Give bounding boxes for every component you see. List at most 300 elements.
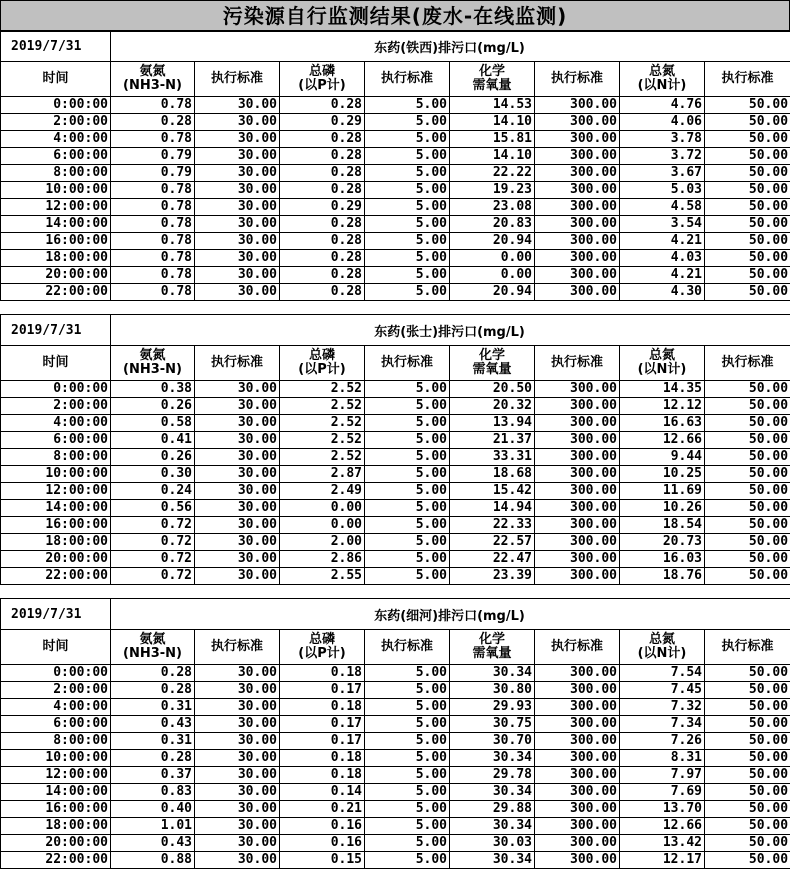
cod-cell: 13.94 <box>450 415 535 432</box>
table-row <box>1 449 790 466</box>
table-row <box>1 97 790 114</box>
cod-cell: 22.22 <box>450 165 535 182</box>
nitrogen-cell: 4.03 <box>620 250 705 267</box>
time-cell: 22:00:00 <box>1 568 111 585</box>
ammonia-cell: 0.43 <box>111 835 195 852</box>
cod-cell: 30.03 <box>450 835 535 852</box>
ammonia-cell: 0.26 <box>111 449 195 466</box>
ammonia-standard-cell: 30.00 <box>195 114 280 131</box>
col-ammonia: 氨氮 (NH3-N) <box>111 630 195 665</box>
cod-standard-cell: 300.00 <box>535 801 620 818</box>
phosphorus-standard-cell: 5.00 <box>365 165 450 182</box>
cod-cell: 20.50 <box>450 381 535 398</box>
phosphorus-standard-cell: 5.00 <box>365 199 450 216</box>
table-row <box>1 500 790 517</box>
phosphorus-cell: 0.18 <box>280 699 365 716</box>
ammonia-standard-cell: 30.00 <box>195 784 280 801</box>
cod-standard-cell: 300.00 <box>535 284 620 301</box>
phosphorus-cell: 0.17 <box>280 682 365 699</box>
nitrogen-standard-cell: 50.00 <box>705 284 790 301</box>
phosphorus-cell: 2.52 <box>280 449 365 466</box>
table-row <box>1 131 790 148</box>
ammonia-standard-cell: 30.00 <box>195 449 280 466</box>
ammonia-standard-cell: 30.00 <box>195 432 280 449</box>
ammonia-standard-cell: 30.00 <box>195 131 280 148</box>
table-row <box>1 682 790 699</box>
nitrogen-cell: 4.06 <box>620 114 705 131</box>
cod-standard-cell: 300.00 <box>535 199 620 216</box>
ammonia-standard-cell: 30.00 <box>195 199 280 216</box>
table-row <box>1 466 790 483</box>
nitrogen-standard-cell: 50.00 <box>705 716 790 733</box>
ammonia-standard-cell: 30.00 <box>195 483 280 500</box>
col-ammonia: 氨氮 (NH3-N) <box>111 62 195 97</box>
phosphorus-cell: 2.52 <box>280 381 365 398</box>
cod-standard-cell: 300.00 <box>535 415 620 432</box>
ammonia-cell: 0.72 <box>111 568 195 585</box>
phosphorus-standard-cell: 5.00 <box>365 114 450 131</box>
nitrogen-cell: 4.58 <box>620 199 705 216</box>
nitrogen-standard-cell: 50.00 <box>705 216 790 233</box>
nitrogen-standard-cell: 50.00 <box>705 517 790 534</box>
cod-standard-cell: 300.00 <box>535 551 620 568</box>
phosphorus-standard-cell: 5.00 <box>365 568 450 585</box>
time-cell: 10:00:00 <box>1 466 111 483</box>
table-row <box>1 551 790 568</box>
col-time: 时间 <box>1 346 111 381</box>
ammonia-standard-cell: 30.00 <box>195 148 280 165</box>
cod-standard-cell: 300.00 <box>535 517 620 534</box>
nitrogen-cell: 7.26 <box>620 733 705 750</box>
time-cell: 8:00:00 <box>1 165 111 182</box>
cod-standard-cell: 300.00 <box>535 682 620 699</box>
ammonia-cell: 0.79 <box>111 165 195 182</box>
time-cell: 14:00:00 <box>1 500 111 517</box>
col-phosphorus: 总磷 (以P计) <box>280 62 365 97</box>
table-row <box>1 784 790 801</box>
nitrogen-standard-cell: 50.00 <box>705 131 790 148</box>
ammonia-cell: 0.43 <box>111 716 195 733</box>
table-row <box>1 267 790 284</box>
nitrogen-standard-cell: 50.00 <box>705 682 790 699</box>
phosphorus-cell: 0.28 <box>280 182 365 199</box>
ammonia-cell: 0.78 <box>111 233 195 250</box>
phosphorus-standard-cell: 5.00 <box>365 131 450 148</box>
phosphorus-cell: 0.18 <box>280 665 365 682</box>
ammonia-cell: 0.28 <box>111 682 195 699</box>
cod-standard-cell: 300.00 <box>535 835 620 852</box>
ammonia-cell: 0.28 <box>111 665 195 682</box>
ammonia-standard-cell: 30.00 <box>195 801 280 818</box>
phosphorus-cell: 0.16 <box>280 835 365 852</box>
cod-cell: 33.31 <box>450 449 535 466</box>
col-ammonia-standard: 执行标准 <box>195 346 280 381</box>
time-cell: 16:00:00 <box>1 233 111 250</box>
nitrogen-standard-cell: 50.00 <box>705 801 790 818</box>
cod-standard-cell: 300.00 <box>535 148 620 165</box>
phosphorus-standard-cell: 5.00 <box>365 835 450 852</box>
cod-standard-cell: 300.00 <box>535 568 620 585</box>
phosphorus-cell: 2.00 <box>280 534 365 551</box>
ammonia-cell: 0.31 <box>111 699 195 716</box>
nitrogen-cell: 4.21 <box>620 267 705 284</box>
ammonia-cell: 0.28 <box>111 114 195 131</box>
phosphorus-standard-cell: 5.00 <box>365 398 450 415</box>
cod-standard-cell: 300.00 <box>535 398 620 415</box>
nitrogen-cell: 4.21 <box>620 233 705 250</box>
cod-cell: 14.94 <box>450 500 535 517</box>
col-nitrogen-standard: 执行标准 <box>705 630 790 665</box>
nitrogen-standard-cell: 50.00 <box>705 483 790 500</box>
cod-cell: 19.23 <box>450 182 535 199</box>
nitrogen-cell: 5.03 <box>620 182 705 199</box>
monitoring-table-2 <box>0 314 790 585</box>
ammonia-cell: 0.31 <box>111 733 195 750</box>
cod-standard-cell: 300.00 <box>535 131 620 148</box>
table-row <box>1 818 790 835</box>
ammonia-standard-cell: 30.00 <box>195 284 280 301</box>
col-nitrogen: 总氮 (以N计) <box>620 62 705 97</box>
phosphorus-standard-cell: 5.00 <box>365 716 450 733</box>
time-cell: 12:00:00 <box>1 483 111 500</box>
time-cell: 14:00:00 <box>1 216 111 233</box>
table-row <box>1 165 790 182</box>
time-cell: 20:00:00 <box>1 835 111 852</box>
cod-cell: 14.10 <box>450 114 535 131</box>
cod-standard-cell: 300.00 <box>535 250 620 267</box>
ammonia-standard-cell: 30.00 <box>195 216 280 233</box>
phosphorus-standard-cell: 5.00 <box>365 852 450 869</box>
time-cell: 10:00:00 <box>1 750 111 767</box>
nitrogen-standard-cell: 50.00 <box>705 182 790 199</box>
ammonia-cell: 0.78 <box>111 97 195 114</box>
nitrogen-standard-cell: 50.00 <box>705 267 790 284</box>
table-row <box>1 699 790 716</box>
table-row <box>1 381 790 398</box>
monitoring-table-3 <box>0 598 790 869</box>
ammonia-standard-cell: 30.00 <box>195 517 280 534</box>
table-row <box>1 199 790 216</box>
phosphorus-standard-cell: 5.00 <box>365 97 450 114</box>
ammonia-standard-cell: 30.00 <box>195 233 280 250</box>
cod-cell: 30.34 <box>450 784 535 801</box>
table-row <box>1 733 790 750</box>
table-row <box>1 284 790 301</box>
ammonia-cell: 0.56 <box>111 500 195 517</box>
ammonia-cell: 1.01 <box>111 818 195 835</box>
phosphorus-cell: 2.49 <box>280 483 365 500</box>
phosphorus-cell: 0.28 <box>280 148 365 165</box>
table-row <box>1 216 790 233</box>
nitrogen-cell: 18.76 <box>620 568 705 585</box>
time-cell: 8:00:00 <box>1 449 111 466</box>
ammonia-cell: 0.41 <box>111 432 195 449</box>
time-cell: 16:00:00 <box>1 517 111 534</box>
time-cell: 2:00:00 <box>1 682 111 699</box>
phosphorus-cell: 0.15 <box>280 852 365 869</box>
ammonia-standard-cell: 30.00 <box>195 534 280 551</box>
cod-cell: 20.94 <box>450 284 535 301</box>
phosphorus-standard-cell: 5.00 <box>365 182 450 199</box>
nitrogen-standard-cell: 50.00 <box>705 551 790 568</box>
cod-standard-cell: 300.00 <box>535 432 620 449</box>
time-cell: 10:00:00 <box>1 182 111 199</box>
nitrogen-standard-cell: 50.00 <box>705 233 790 250</box>
monitoring-table-1 <box>0 30 790 301</box>
phosphorus-cell: 0.29 <box>280 199 365 216</box>
table-row <box>1 517 790 534</box>
table-row <box>1 250 790 267</box>
table-row <box>1 114 790 131</box>
phosphorus-cell: 0.18 <box>280 750 365 767</box>
time-cell: 12:00:00 <box>1 767 111 784</box>
phosphorus-cell: 0.16 <box>280 818 365 835</box>
ammonia-standard-cell: 30.00 <box>195 750 280 767</box>
nitrogen-cell: 3.67 <box>620 165 705 182</box>
cod-standard-cell: 300.00 <box>535 852 620 869</box>
table-row <box>1 398 790 415</box>
nitrogen-cell: 11.69 <box>620 483 705 500</box>
cod-standard-cell: 300.00 <box>535 449 620 466</box>
nitrogen-cell: 18.54 <box>620 517 705 534</box>
nitrogen-cell: 3.72 <box>620 148 705 165</box>
phosphorus-standard-cell: 5.00 <box>365 148 450 165</box>
cod-standard-cell: 300.00 <box>535 665 620 682</box>
cod-standard-cell: 300.00 <box>535 466 620 483</box>
phosphorus-cell: 0.00 <box>280 500 365 517</box>
nitrogen-cell: 3.78 <box>620 131 705 148</box>
time-cell: 4:00:00 <box>1 131 111 148</box>
phosphorus-standard-cell: 5.00 <box>365 449 450 466</box>
phosphorus-cell: 2.86 <box>280 551 365 568</box>
cod-cell: 30.34 <box>450 665 535 682</box>
time-cell: 2:00:00 <box>1 114 111 131</box>
nitrogen-standard-cell: 50.00 <box>705 415 790 432</box>
time-cell: 12:00:00 <box>1 199 111 216</box>
ammonia-standard-cell: 30.00 <box>195 97 280 114</box>
nitrogen-standard-cell: 50.00 <box>705 148 790 165</box>
ammonia-cell: 0.78 <box>111 216 195 233</box>
ammonia-cell: 0.78 <box>111 182 195 199</box>
nitrogen-standard-cell: 50.00 <box>705 199 790 216</box>
ammonia-standard-cell: 30.00 <box>195 250 280 267</box>
ammonia-cell: 0.78 <box>111 199 195 216</box>
ammonia-standard-cell: 30.00 <box>195 733 280 750</box>
phosphorus-standard-cell: 5.00 <box>365 801 450 818</box>
col-time: 时间 <box>1 630 111 665</box>
nitrogen-cell: 12.12 <box>620 398 705 415</box>
nitrogen-standard-cell: 50.00 <box>705 852 790 869</box>
ammonia-standard-cell: 30.00 <box>195 682 280 699</box>
col-cod-standard: 执行标准 <box>535 630 620 665</box>
time-cell: 16:00:00 <box>1 801 111 818</box>
phosphorus-standard-cell: 5.00 <box>365 733 450 750</box>
phosphorus-standard-cell: 5.00 <box>365 517 450 534</box>
cod-standard-cell: 300.00 <box>535 818 620 835</box>
cod-cell: 20.94 <box>450 233 535 250</box>
phosphorus-cell: 0.17 <box>280 716 365 733</box>
col-time: 时间 <box>1 62 111 97</box>
ammonia-cell: 0.40 <box>111 801 195 818</box>
cod-cell: 0.00 <box>450 267 535 284</box>
cod-standard-cell: 300.00 <box>535 767 620 784</box>
time-cell: 14:00:00 <box>1 784 111 801</box>
cod-standard-cell: 300.00 <box>535 500 620 517</box>
ammonia-standard-cell: 30.00 <box>195 398 280 415</box>
station-name: 东药(张士)排污口(mg/L) <box>111 315 790 346</box>
ammonia-cell: 0.58 <box>111 415 195 432</box>
nitrogen-standard-cell: 50.00 <box>705 699 790 716</box>
phosphorus-standard-cell: 5.00 <box>365 682 450 699</box>
col-phosphorus-standard: 执行标准 <box>365 62 450 97</box>
cod-standard-cell: 300.00 <box>535 733 620 750</box>
time-cell: 0:00:00 <box>1 97 111 114</box>
ammonia-standard-cell: 30.00 <box>195 818 280 835</box>
phosphorus-cell: 0.28 <box>280 131 365 148</box>
ammonia-cell: 0.28 <box>111 750 195 767</box>
phosphorus-standard-cell: 5.00 <box>365 784 450 801</box>
col-nitrogen-standard: 执行标准 <box>705 62 790 97</box>
table-row <box>1 432 790 449</box>
nitrogen-cell: 7.32 <box>620 699 705 716</box>
phosphorus-cell: 0.28 <box>280 284 365 301</box>
nitrogen-cell: 7.69 <box>620 784 705 801</box>
table-row <box>1 852 790 869</box>
nitrogen-cell: 16.03 <box>620 551 705 568</box>
table-row <box>1 568 790 585</box>
section-date: 2019/7/31 <box>1 31 111 62</box>
col-cod-standard: 执行标准 <box>535 346 620 381</box>
col-cod-standard: 执行标准 <box>535 62 620 97</box>
nitrogen-standard-cell: 50.00 <box>705 97 790 114</box>
table-row <box>1 148 790 165</box>
phosphorus-standard-cell: 5.00 <box>365 818 450 835</box>
cod-cell: 29.88 <box>450 801 535 818</box>
table-row <box>1 750 790 767</box>
section-header-row <box>1 31 790 62</box>
ammonia-standard-cell: 30.00 <box>195 835 280 852</box>
ammonia-standard-cell: 30.00 <box>195 381 280 398</box>
cod-standard-cell: 300.00 <box>535 750 620 767</box>
cod-cell: 30.34 <box>450 852 535 869</box>
col-phosphorus-standard: 执行标准 <box>365 630 450 665</box>
nitrogen-standard-cell: 50.00 <box>705 500 790 517</box>
ammonia-cell: 0.83 <box>111 784 195 801</box>
phosphorus-standard-cell: 5.00 <box>365 665 450 682</box>
col-ammonia: 氨氮 (NH3-N) <box>111 346 195 381</box>
nitrogen-standard-cell: 50.00 <box>705 534 790 551</box>
station-name: 东药(铁西)排污口(mg/L) <box>111 31 790 62</box>
ammonia-standard-cell: 30.00 <box>195 716 280 733</box>
table-row <box>1 767 790 784</box>
ammonia-cell: 0.88 <box>111 852 195 869</box>
nitrogen-cell: 20.73 <box>620 534 705 551</box>
col-cod: 化学 需氧量 <box>450 630 535 665</box>
nitrogen-standard-cell: 50.00 <box>705 750 790 767</box>
phosphorus-standard-cell: 5.00 <box>365 284 450 301</box>
col-nitrogen: 总氮 (以N计) <box>620 630 705 665</box>
nitrogen-standard-cell: 50.00 <box>705 381 790 398</box>
ammonia-standard-cell: 30.00 <box>195 500 280 517</box>
phosphorus-standard-cell: 5.00 <box>365 534 450 551</box>
nitrogen-cell: 14.35 <box>620 381 705 398</box>
col-phosphorus-standard: 执行标准 <box>365 346 450 381</box>
ammonia-cell: 0.72 <box>111 534 195 551</box>
phosphorus-cell: 2.52 <box>280 398 365 415</box>
nitrogen-cell: 13.70 <box>620 801 705 818</box>
nitrogen-cell: 4.76 <box>620 97 705 114</box>
col-nitrogen: 总氮 (以N计) <box>620 346 705 381</box>
column-header-row <box>1 62 790 97</box>
time-cell: 2:00:00 <box>1 398 111 415</box>
cod-standard-cell: 300.00 <box>535 483 620 500</box>
phosphorus-standard-cell: 5.00 <box>365 767 450 784</box>
phosphorus-cell: 0.21 <box>280 801 365 818</box>
nitrogen-cell: 10.25 <box>620 466 705 483</box>
ammonia-standard-cell: 30.00 <box>195 267 280 284</box>
ammonia-cell: 0.72 <box>111 551 195 568</box>
cod-cell: 20.32 <box>450 398 535 415</box>
phosphorus-standard-cell: 5.00 <box>365 432 450 449</box>
cod-standard-cell: 300.00 <box>535 381 620 398</box>
time-cell: 6:00:00 <box>1 432 111 449</box>
ammonia-cell: 0.37 <box>111 767 195 784</box>
phosphorus-cell: 0.18 <box>280 767 365 784</box>
table-row <box>1 233 790 250</box>
table-row <box>1 415 790 432</box>
nitrogen-standard-cell: 50.00 <box>705 165 790 182</box>
phosphorus-standard-cell: 5.00 <box>365 415 450 432</box>
col-ammonia-standard: 执行标准 <box>195 630 280 665</box>
time-cell: 18:00:00 <box>1 534 111 551</box>
phosphorus-cell: 0.28 <box>280 267 365 284</box>
nitrogen-cell: 7.34 <box>620 716 705 733</box>
ammonia-standard-cell: 30.00 <box>195 699 280 716</box>
cod-cell: 30.70 <box>450 733 535 750</box>
cod-standard-cell: 300.00 <box>535 165 620 182</box>
cod-standard-cell: 300.00 <box>535 216 620 233</box>
phosphorus-standard-cell: 5.00 <box>365 551 450 568</box>
nitrogen-standard-cell: 50.00 <box>705 114 790 131</box>
phosphorus-standard-cell: 5.00 <box>365 381 450 398</box>
time-cell: 20:00:00 <box>1 267 111 284</box>
nitrogen-cell: 16.63 <box>620 415 705 432</box>
cod-standard-cell: 300.00 <box>535 267 620 284</box>
phosphorus-cell: 0.28 <box>280 233 365 250</box>
time-cell: 18:00:00 <box>1 818 111 835</box>
phosphorus-standard-cell: 5.00 <box>365 216 450 233</box>
nitrogen-standard-cell: 50.00 <box>705 568 790 585</box>
ammonia-cell: 0.78 <box>111 131 195 148</box>
ammonia-standard-cell: 30.00 <box>195 182 280 199</box>
table-row <box>1 716 790 733</box>
ammonia-standard-cell: 30.00 <box>195 415 280 432</box>
cod-cell: 15.42 <box>450 483 535 500</box>
ammonia-standard-cell: 30.00 <box>195 767 280 784</box>
time-cell: 20:00:00 <box>1 551 111 568</box>
cod-cell: 20.83 <box>450 216 535 233</box>
nitrogen-standard-cell: 50.00 <box>705 784 790 801</box>
nitrogen-standard-cell: 50.00 <box>705 818 790 835</box>
nitrogen-standard-cell: 50.00 <box>705 432 790 449</box>
nitrogen-cell: 12.66 <box>620 432 705 449</box>
time-cell: 8:00:00 <box>1 733 111 750</box>
cod-cell: 18.68 <box>450 466 535 483</box>
section-date: 2019/7/31 <box>1 599 111 630</box>
col-cod: 化学 需氧量 <box>450 346 535 381</box>
ammonia-standard-cell: 30.00 <box>195 466 280 483</box>
cod-standard-cell: 300.00 <box>535 716 620 733</box>
